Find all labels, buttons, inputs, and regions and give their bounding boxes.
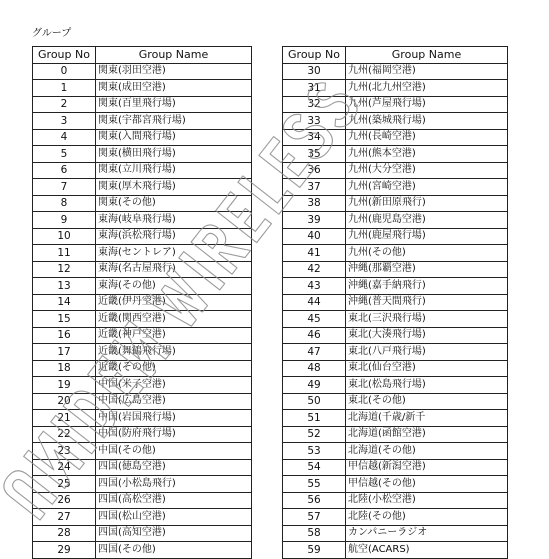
table-row xyxy=(283,542,508,559)
group-name-cell: 中国(米子空港) xyxy=(96,377,252,394)
table-row xyxy=(283,509,508,526)
group-no-cell: 45 xyxy=(283,311,346,328)
group-no-cell: 6 xyxy=(33,162,96,179)
group-no-cell: 40 xyxy=(283,228,346,245)
group-name-cell: 東北(三沢飛行場) xyxy=(346,311,508,328)
group-no-cell: 41 xyxy=(283,245,346,262)
table-row xyxy=(283,311,508,328)
table-row xyxy=(283,63,508,80)
column-header-group-no: Group No xyxy=(33,47,96,64)
table-row xyxy=(283,459,508,476)
group-name-cell: 甲信越(その他) xyxy=(346,476,508,493)
group-no-cell: 16 xyxy=(33,327,96,344)
table-row xyxy=(283,228,508,245)
table-row xyxy=(33,509,252,526)
group-no-cell: 4 xyxy=(33,129,96,146)
table-row xyxy=(33,525,252,542)
table-header-row xyxy=(33,47,252,64)
table-row xyxy=(33,278,252,295)
group-name-cell: 四国(その他) xyxy=(96,542,252,559)
table-row xyxy=(283,245,508,262)
group-name-cell: 甲信越(新潟空港) xyxy=(346,459,508,476)
group-no-cell: 1 xyxy=(33,80,96,97)
table-row xyxy=(33,360,252,377)
table-row xyxy=(33,344,252,361)
group-no-cell: 30 xyxy=(283,63,346,80)
group-no-cell: 13 xyxy=(33,278,96,295)
group-no-cell: 57 xyxy=(283,509,346,526)
table-row xyxy=(33,195,252,212)
group-name-cell: 北海道(千歳/新千 xyxy=(346,410,508,427)
group-name-cell: 東海(その他) xyxy=(96,278,252,295)
table-row xyxy=(33,492,252,509)
table-row xyxy=(33,63,252,80)
group-no-cell: 58 xyxy=(283,525,346,542)
group-name-cell: 九州(北九州空港) xyxy=(346,80,508,97)
group-name-cell: 北海道(その他) xyxy=(346,443,508,460)
group-name-cell: 近畿(伊丹空港) xyxy=(96,294,252,311)
group-name-cell: 近畿(その他) xyxy=(96,360,252,377)
group-name-cell: 沖縄(那覇空港) xyxy=(346,261,508,278)
group-name-cell: 東海(セントレア) xyxy=(96,245,252,262)
group-no-cell: 8 xyxy=(33,195,96,212)
group-name-cell: 東北(大湊飛行場) xyxy=(346,327,508,344)
table-row xyxy=(283,195,508,212)
group-no-cell: 36 xyxy=(283,162,346,179)
group-name-cell: 東海(浜松飛行場) xyxy=(96,228,252,245)
group-name-cell: 沖縄(嘉手納飛行) xyxy=(346,278,508,295)
group-name-cell: 九州(福岡空港) xyxy=(346,63,508,80)
table-row xyxy=(33,294,252,311)
group-name-cell: 関東(横田飛行場) xyxy=(96,146,252,163)
group-name-cell: 関東(立川飛行場) xyxy=(96,162,252,179)
column-header-group-name: Group Name xyxy=(346,47,508,64)
group-name-cell: 北海道(函館空港) xyxy=(346,426,508,443)
group-no-cell: 24 xyxy=(33,459,96,476)
table-row xyxy=(283,113,508,130)
group-no-cell: 18 xyxy=(33,360,96,377)
table-row xyxy=(283,294,508,311)
group-name-cell: 東海(岐阜飛行場) xyxy=(96,212,252,229)
group-name-cell: 関東(百里飛行場) xyxy=(96,96,252,113)
group-no-cell: 26 xyxy=(33,492,96,509)
group-no-cell: 3 xyxy=(33,113,96,130)
group-no-cell: 2 xyxy=(33,96,96,113)
group-no-cell: 15 xyxy=(33,311,96,328)
table-row xyxy=(283,377,508,394)
group-name-cell: 沖縄(普天間飛行) xyxy=(346,294,508,311)
group-name-cell: 九州(築城飛行場) xyxy=(346,113,508,130)
group-name-cell: 九州(熊本空港) xyxy=(346,146,508,163)
group-no-cell: 34 xyxy=(283,129,346,146)
table-row xyxy=(33,393,252,410)
column-header-group-no: Group No xyxy=(283,47,346,64)
group-no-cell: 54 xyxy=(283,459,346,476)
group-name-cell: 東北(その他) xyxy=(346,393,508,410)
group-name-cell: 九州(鹿屋飛行場) xyxy=(346,228,508,245)
group-name-cell: 九州(その他) xyxy=(346,245,508,262)
group-no-cell: 39 xyxy=(283,212,346,229)
group-name-cell: 関東(厚木飛行場) xyxy=(96,179,252,196)
group-no-cell: 19 xyxy=(33,377,96,394)
group-no-cell: 38 xyxy=(283,195,346,212)
group-name-cell: 九州(鹿児島空港) xyxy=(346,212,508,229)
group-name-cell: 北陸(小松空港) xyxy=(346,492,508,509)
group-no-cell: 32 xyxy=(283,96,346,113)
group-no-cell: 14 xyxy=(33,294,96,311)
group-name-cell: 四国(小松島飛行) xyxy=(96,476,252,493)
group-no-cell: 7 xyxy=(33,179,96,196)
table-row xyxy=(283,129,508,146)
group-no-cell: 25 xyxy=(33,476,96,493)
group-name-cell: 関東(宇都宮飛行場) xyxy=(96,113,252,130)
table-row xyxy=(283,96,508,113)
group-name-cell: 四国(高知空港) xyxy=(96,525,252,542)
table-row xyxy=(283,492,508,509)
group-no-cell: 12 xyxy=(33,261,96,278)
table-row xyxy=(283,327,508,344)
table-row xyxy=(33,179,252,196)
table-row xyxy=(283,344,508,361)
group-no-cell: 59 xyxy=(283,542,346,559)
group-no-cell: 46 xyxy=(283,327,346,344)
group-no-cell: 23 xyxy=(33,443,96,460)
table-row xyxy=(33,459,252,476)
group-name-cell: 四国(高松空港) xyxy=(96,492,252,509)
group-no-cell: 27 xyxy=(33,509,96,526)
table-row xyxy=(33,212,252,229)
group-name-cell: 四国(松山空港) xyxy=(96,509,252,526)
group-name-cell: 中国(広島空港) xyxy=(96,393,252,410)
table-row xyxy=(283,525,508,542)
table-body-left xyxy=(33,63,252,558)
group-no-cell: 10 xyxy=(33,228,96,245)
group-no-cell: 53 xyxy=(283,443,346,460)
group-name-cell: 近畿(神戸空港) xyxy=(96,327,252,344)
table-row xyxy=(33,245,252,262)
group-name-cell: 北陸(その他) xyxy=(346,509,508,526)
group-name-cell: 中国(その他) xyxy=(96,443,252,460)
group-no-cell: 52 xyxy=(283,426,346,443)
table-row xyxy=(33,113,252,130)
group-no-cell: 28 xyxy=(33,525,96,542)
group-name-cell: 関東(その他) xyxy=(96,195,252,212)
group-no-cell: 43 xyxy=(283,278,346,295)
group-no-cell: 0 xyxy=(33,63,96,80)
group-name-cell: 東北(松島飛行場) xyxy=(346,377,508,394)
group-no-cell: 33 xyxy=(283,113,346,130)
group-no-cell: 17 xyxy=(33,344,96,361)
section-heading: グループ xyxy=(32,28,72,39)
group-name-cell: 九州(新田原飛行) xyxy=(346,195,508,212)
group-name-cell: 東海(名古屋飛行) xyxy=(96,261,252,278)
group-no-cell: 51 xyxy=(283,410,346,427)
group-no-cell: 22 xyxy=(33,426,96,443)
group-name-cell: 近畿(関西空港) xyxy=(96,311,252,328)
group-name-cell: 航空(ACARS) xyxy=(346,542,508,559)
group-name-cell: 九州(宮崎空港) xyxy=(346,179,508,196)
group-no-cell: 50 xyxy=(283,393,346,410)
table-row xyxy=(33,96,252,113)
table-row xyxy=(283,212,508,229)
table-row xyxy=(33,327,252,344)
table-row xyxy=(283,80,508,97)
table-row xyxy=(33,426,252,443)
table-row xyxy=(283,393,508,410)
group-no-cell: 29 xyxy=(33,542,96,559)
group-no-cell: 37 xyxy=(283,179,346,196)
group-no-cell: 20 xyxy=(33,393,96,410)
table-row xyxy=(283,360,508,377)
table-header-row xyxy=(283,47,508,64)
group-no-cell: 47 xyxy=(283,344,346,361)
group-name-cell: 東北(仙台空港) xyxy=(346,360,508,377)
table-row xyxy=(33,228,252,245)
group-no-cell: 42 xyxy=(283,261,346,278)
table-row xyxy=(283,410,508,427)
table-row xyxy=(33,476,252,493)
group-name-cell: 九州(大分空港) xyxy=(346,162,508,179)
table-row xyxy=(283,476,508,493)
table-row xyxy=(283,426,508,443)
table-row xyxy=(33,80,252,97)
group-name-cell: 関東(羽田空港) xyxy=(96,63,252,80)
table-row xyxy=(33,542,252,559)
table-row xyxy=(33,261,252,278)
group-name-cell: 中国(岩国飛行場) xyxy=(96,410,252,427)
group-name-cell: 九州(長崎空港) xyxy=(346,129,508,146)
table-row xyxy=(33,129,252,146)
group-no-cell: 11 xyxy=(33,245,96,262)
table-row xyxy=(33,443,252,460)
table-row xyxy=(283,443,508,460)
table-row xyxy=(283,261,508,278)
group-no-cell: 9 xyxy=(33,212,96,229)
group-no-cell: 35 xyxy=(283,146,346,163)
table-row xyxy=(283,278,508,295)
group-no-cell: 44 xyxy=(283,294,346,311)
column-header-group-name: Group Name xyxy=(96,47,252,64)
group-table-right xyxy=(282,46,508,559)
group-no-cell: 48 xyxy=(283,360,346,377)
group-name-cell: 九州(芦屋飛行場) xyxy=(346,96,508,113)
group-name-cell: 近畿(舞鶴飛行場) xyxy=(96,344,252,361)
group-name-cell: 四国(徳島空港) xyxy=(96,459,252,476)
group-name-cell: 関東(成田空港) xyxy=(96,80,252,97)
table-row xyxy=(283,162,508,179)
table-row xyxy=(33,410,252,427)
table-row xyxy=(283,179,508,196)
group-name-cell: カンパニーラジオ xyxy=(346,525,508,542)
group-no-cell: 56 xyxy=(283,492,346,509)
group-table-left xyxy=(32,46,252,559)
table-row xyxy=(33,162,252,179)
group-name-cell: 中国(防府飛行場) xyxy=(96,426,252,443)
table-row xyxy=(33,311,252,328)
table-row xyxy=(283,146,508,163)
table-row xyxy=(33,377,252,394)
group-no-cell: 55 xyxy=(283,476,346,493)
group-name-cell: 関東(入間飛行場) xyxy=(96,129,252,146)
group-no-cell: 5 xyxy=(33,146,96,163)
group-no-cell: 31 xyxy=(283,80,346,97)
group-name-cell: 東北(八戸飛行場) xyxy=(346,344,508,361)
group-no-cell: 21 xyxy=(33,410,96,427)
table-body-right xyxy=(283,63,508,558)
group-no-cell: 49 xyxy=(283,377,346,394)
table-row xyxy=(33,146,252,163)
